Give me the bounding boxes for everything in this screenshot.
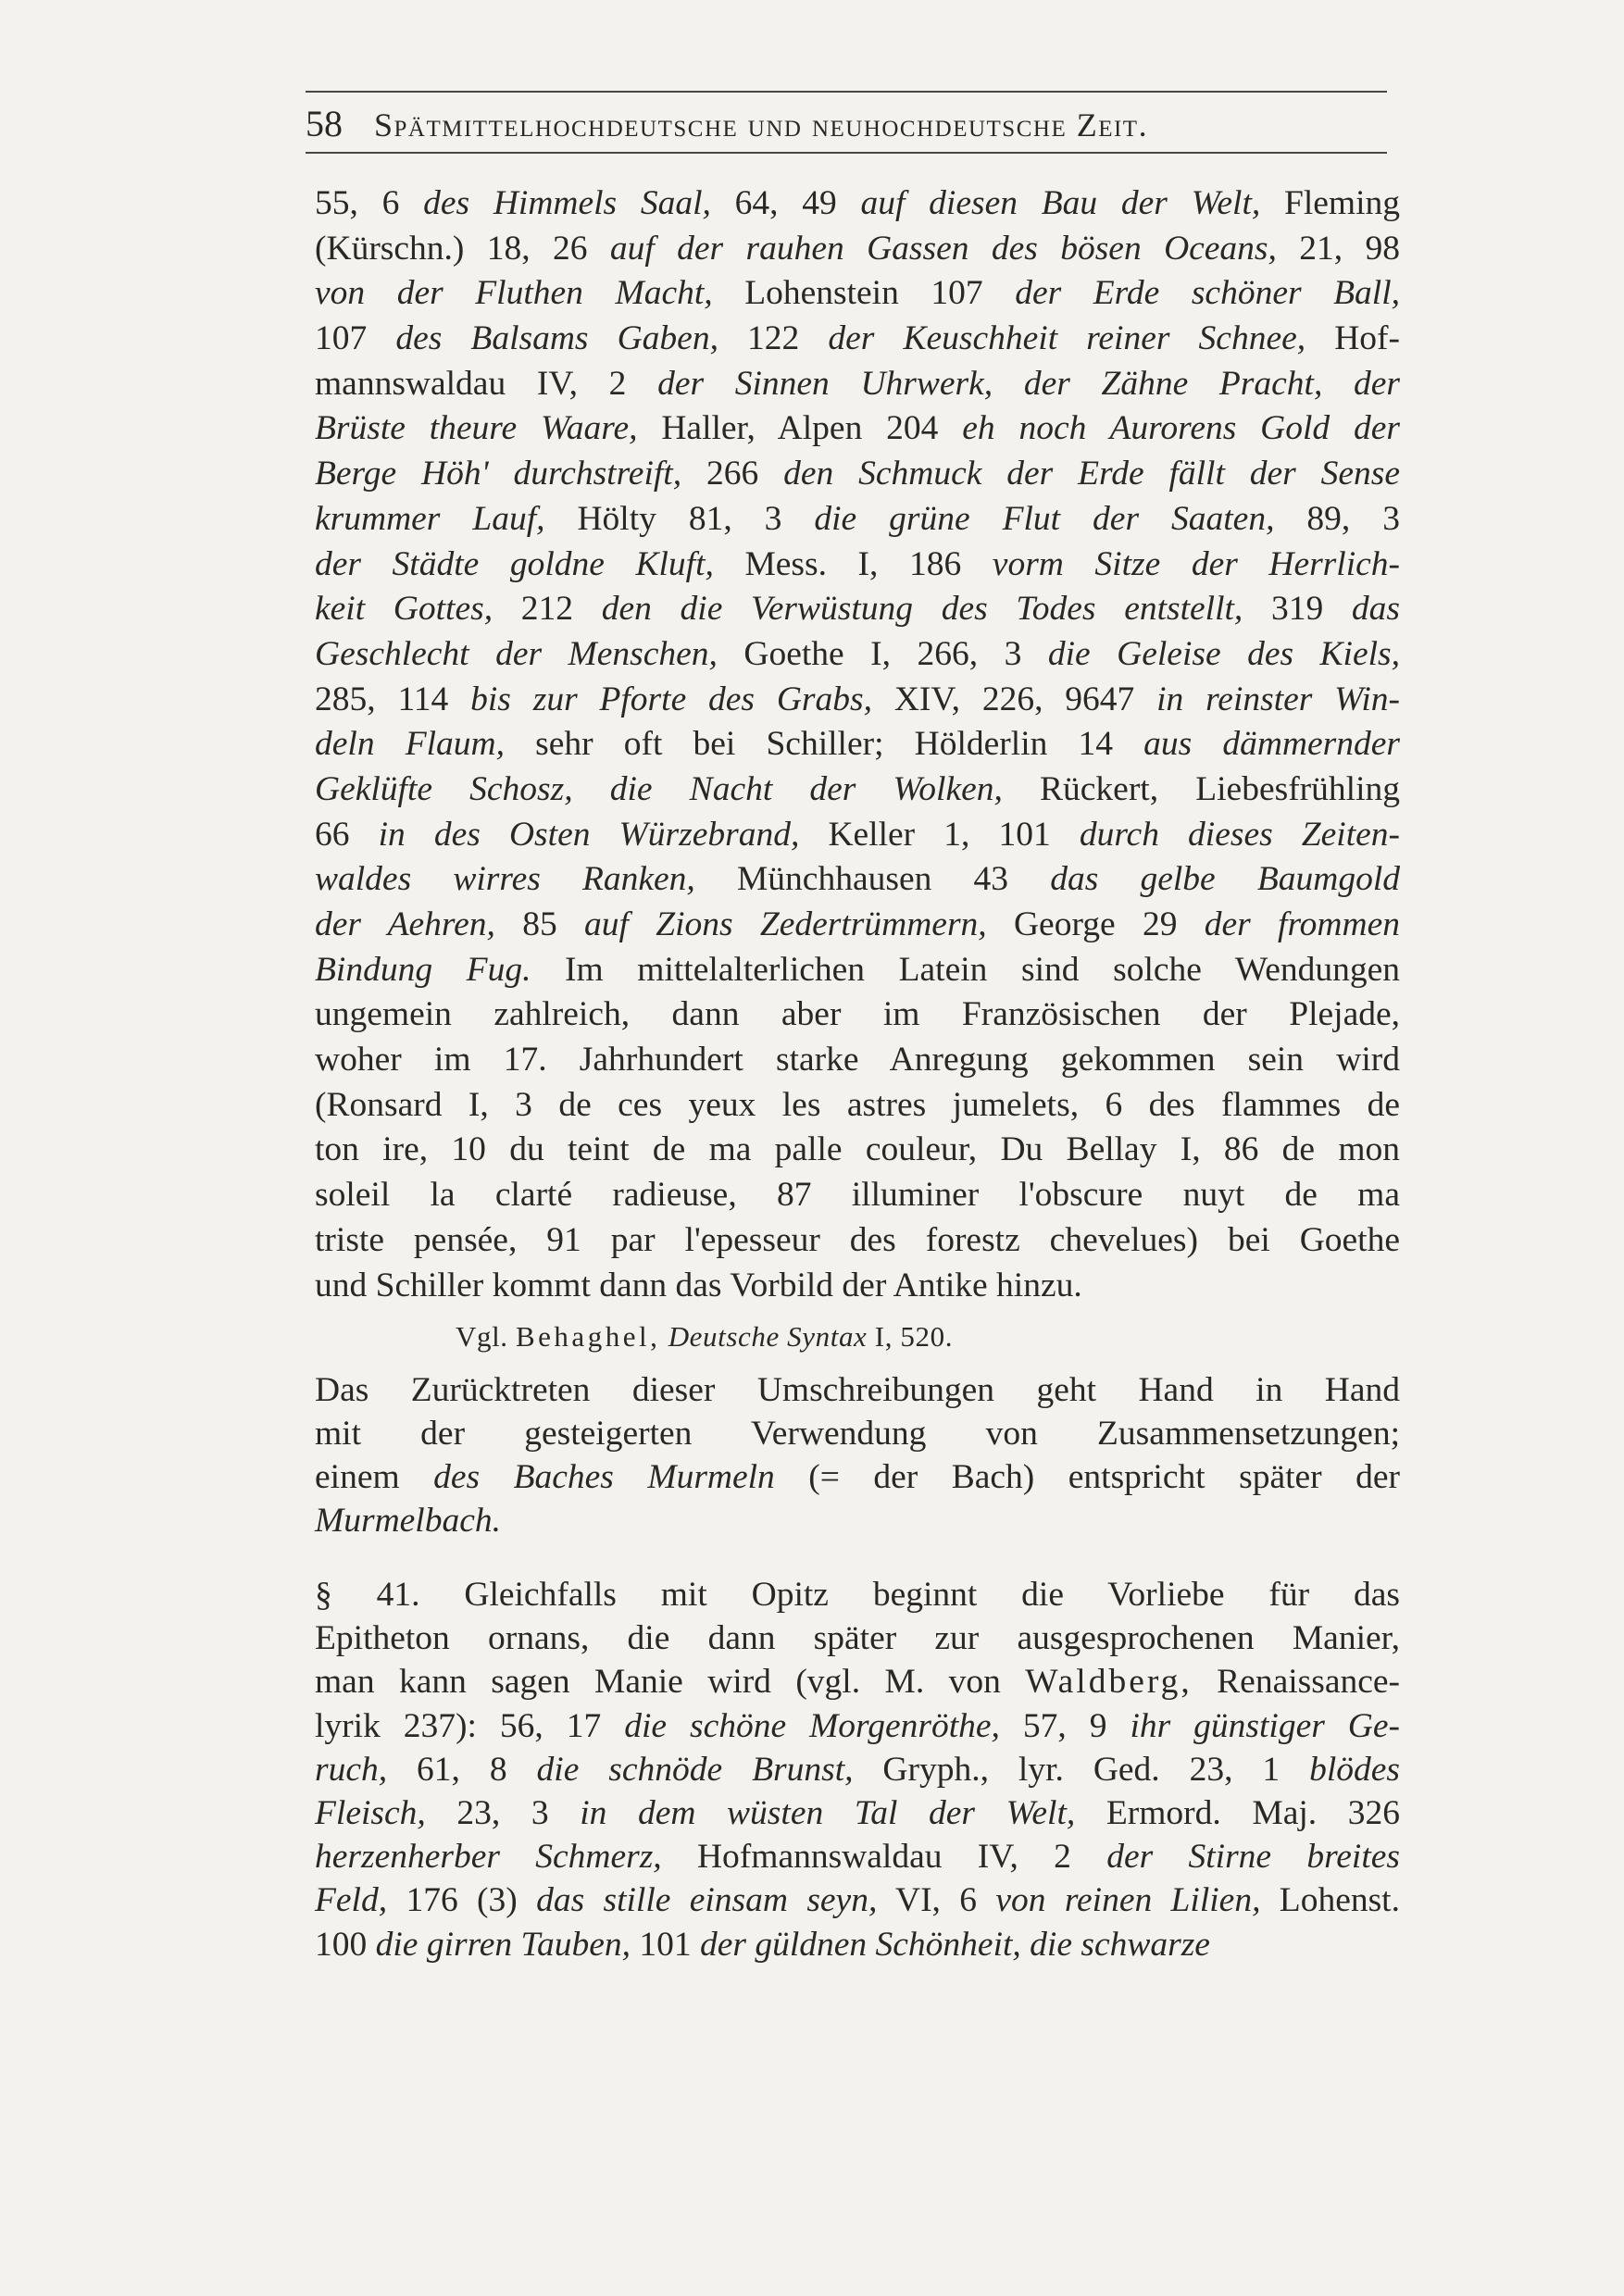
text-run: Lohenstein 107 — [712, 274, 1016, 313]
italic-text: das gelbe Baumgold — [1050, 860, 1400, 899]
italic-text: die grüne Flut der Saaten, — [814, 499, 1275, 538]
text-run: Fleming — [1260, 184, 1400, 222]
text-line — [315, 678, 1400, 723]
italic-text: Fleisch, — [315, 1793, 426, 1832]
italic-text: eh noch Aurorens Gold der — [962, 409, 1400, 448]
text-line — [315, 227, 1400, 272]
italic-text: keit Gottes, — [315, 590, 493, 629]
text-run: 64, 49 — [710, 184, 861, 222]
text-run: Hof- — [1305, 319, 1401, 358]
italic-text: der Aehren, — [315, 905, 495, 943]
text-run: 266 — [681, 455, 784, 493]
italic-text: der Städte goldne Kluft, — [315, 544, 714, 583]
text-run — [660, 1320, 668, 1353]
text-line — [315, 1412, 1400, 1455]
text-line — [315, 1660, 1400, 1703]
italic-text: Geklüfte Schosz, die Nacht der Wolken, — [315, 769, 1003, 808]
text-line — [315, 903, 1400, 948]
text-run: Hofmannswaldau IV, 2 — [661, 1838, 1107, 1877]
text-line — [315, 543, 1400, 588]
italic-text: vorm Sitze der Herrlich- — [992, 544, 1400, 583]
text-run: Hölty 81, 3 — [544, 499, 815, 538]
italic-text: auf Zions Zedertrümmern, — [584, 905, 987, 943]
text-line — [315, 406, 1400, 452]
text-line — [315, 1499, 1400, 1542]
text-run: 61, 8 — [387, 1750, 537, 1789]
text-line — [315, 1878, 1400, 1922]
text-line — [315, 1616, 1400, 1660]
text-run: 66 — [315, 815, 379, 854]
italic-text: durch dieses Zeiten- — [1079, 815, 1401, 854]
text-line — [315, 1748, 1400, 1791]
reference-note — [456, 1320, 953, 1354]
text-run: woher im 17. Jahrhundert starke Anregung gekommen sein wird — [315, 1041, 1400, 1079]
text-run: § 41. Gleichfalls mit Opitz beginnt die Vorliebe für das — [315, 1576, 1400, 1614]
italic-text: des Himmels Saal, — [423, 184, 711, 222]
text-run: triste pensée, 91 par l'epesseur des forestz chevelues) bei Goethe — [315, 1220, 1400, 1259]
italic-text: in dem wüsten Tal der Welt, — [580, 1793, 1076, 1832]
text-line — [315, 1173, 1400, 1218]
text-run: Das Zurücktreten dieser Umschreibungen geht Hand in Hand — [315, 1371, 1400, 1409]
text-run: einem — [315, 1458, 434, 1496]
text-run: 55, 6 — [315, 184, 424, 222]
text-run: mit der gesteigerten Verwendung von Zusammensetzungen; — [315, 1415, 1400, 1453]
text-run: VI, 6 — [877, 1881, 996, 1920]
text-line — [315, 722, 1400, 767]
text-line — [315, 1704, 1400, 1748]
text-line — [315, 1083, 1400, 1129]
header-rule-top — [306, 91, 1387, 93]
italic-text: der Stirne breites — [1106, 1838, 1401, 1877]
text-line — [315, 271, 1400, 317]
text-line — [315, 1923, 1400, 1966]
text-line — [315, 587, 1400, 632]
text-run: Lohenst. — [1260, 1881, 1400, 1920]
italic-text: den Schmuck der Erde fällt der Sense — [783, 455, 1400, 493]
italic-text: Feld, — [315, 1881, 388, 1920]
text-line — [315, 1835, 1400, 1878]
italic-text: herzenherber Schmerz, — [315, 1838, 662, 1877]
italic-text: der frommen — [1204, 905, 1400, 943]
italic-text: das stille einsam seyn, — [536, 1881, 878, 1920]
italic-text: Berge Höh' durchstreift, — [315, 455, 682, 493]
text-run: sehr oft bei Schiller; Hölderlin 14 — [504, 725, 1144, 764]
text-run: Rückert, Liebesfrühling — [1002, 769, 1401, 808]
page-number: 58 — [306, 103, 343, 144]
text-run: Goethe I, 266, 3 — [717, 634, 1048, 673]
text-run: XIV, 226, 9647 — [872, 680, 1157, 718]
text-line — [315, 1791, 1400, 1835]
paragraph-compounds — [315, 1368, 1400, 1542]
italic-text: die schöne Morgenröthe, — [624, 1706, 1000, 1745]
text-line — [315, 181, 1400, 227]
text-run: George 29 — [986, 905, 1205, 943]
italic-text: Brüste theure Waare, — [315, 409, 638, 448]
italic-text: von reinen Lilien, — [995, 1881, 1261, 1920]
text-run: ungemein zahlreich, dann aber im Französischen der Plejade, — [315, 995, 1400, 1034]
text-run: 212 — [493, 590, 602, 629]
text-line — [315, 1455, 1400, 1499]
text-run: 23, 3 — [425, 1793, 581, 1832]
italic-text: von der Fluthen Macht, — [315, 274, 713, 313]
text-run: 89, 3 — [1274, 499, 1400, 538]
header-rule-bottom — [306, 152, 1387, 154]
text-line — [315, 362, 1400, 407]
text-run: Mess. I, 186 — [713, 544, 993, 583]
text-line — [315, 632, 1400, 678]
italic-text: auf der rauhen Gassen des bösen Oceans, — [609, 229, 1277, 268]
text-run: 107 — [315, 319, 396, 358]
text-run: Epitheton ornans, die dann später zur ausgesprochenen Manier, — [315, 1619, 1400, 1658]
italic-text: in des Osten Würzebrand, — [378, 815, 800, 854]
italic-text: ruch, — [315, 1750, 388, 1789]
text-line — [315, 1573, 1400, 1616]
text-line — [315, 813, 1400, 858]
italic-text: aus dämmernder — [1143, 725, 1400, 764]
text-run: (= der Bach) entspricht später der — [774, 1458, 1400, 1496]
text-run: Waldberg, — [1025, 1663, 1193, 1702]
text-line — [315, 767, 1400, 813]
paragraph-section-41 — [315, 1573, 1400, 1966]
text-run: Gryph., lyr. Ged. 23, 1 — [853, 1750, 1310, 1789]
text-run: ton ire, 10 du teint de ma palle couleur, Du Bellay I, 86 de mon — [315, 1130, 1400, 1169]
text-run: Keller 1, 101 — [799, 815, 1080, 854]
text-run: 319 — [1243, 590, 1352, 629]
text-run: man kann sagen Manie wird (vgl. M. von — [315, 1663, 1026, 1702]
text-run: 176 (3) — [387, 1881, 537, 1920]
italic-text: waldes wirres Ranken, — [315, 860, 695, 899]
text-line — [315, 1128, 1400, 1173]
text-run: 100 — [315, 1925, 376, 1964]
italic-text: die schnöde Brunst, — [536, 1750, 854, 1789]
italic-text: des Balsams Gaben, — [395, 319, 718, 358]
text-run: und Schiller kommt dann das Vorbild der Antike hinzu. — [315, 1266, 1082, 1304]
italic-text: blödes — [1309, 1750, 1401, 1789]
text-run: 85 — [494, 905, 584, 943]
italic-text: auf diesen Bau der Welt, — [860, 184, 1261, 222]
text-line — [315, 1038, 1400, 1083]
text-line — [315, 857, 1400, 903]
text-line — [315, 948, 1400, 993]
italic-text: der Erde schöner Ball, — [1015, 274, 1400, 313]
text-line — [315, 1368, 1400, 1412]
italic-text: die Geleise des Kiels, — [1047, 634, 1401, 673]
italic-text: der güldnen Schönheit, die schwarze — [699, 1925, 1210, 1964]
italic-text: bis zur Pforte des Grabs, — [470, 680, 872, 718]
italic-text: in reinster Win- — [1156, 680, 1401, 718]
text-line — [315, 992, 1400, 1038]
text-run: Münchhausen 43 — [694, 860, 1051, 899]
text-run: 21, 98 — [1276, 229, 1400, 268]
text-run: 101 — [630, 1925, 700, 1964]
italic-text: Deutsche Syntax — [668, 1320, 868, 1353]
text-run: (Ronsard I, 3 de ces yeux les astres jumelets, 6 des flammes de — [315, 1085, 1400, 1124]
text-line — [315, 317, 1400, 362]
running-head-title: Spätmittelhochdeutsche und neuhochdeutsche Zeit. — [374, 106, 1149, 144]
text-run: 122 — [718, 319, 829, 358]
italic-text: krummer Lauf, — [315, 499, 545, 538]
italic-text: ihr günstiger Ge- — [1130, 1706, 1401, 1745]
text-run: 285, 114 — [315, 680, 471, 718]
text-run: Vgl. — [456, 1320, 516, 1353]
text-run: 57, 9 — [999, 1706, 1131, 1745]
text-run: Haller, Alpen 204 — [637, 409, 963, 448]
italic-text: das — [1351, 590, 1400, 629]
text-run: (Kürschn.) 18, 26 — [315, 229, 610, 268]
text-run: I, 520. — [867, 1320, 954, 1353]
text-line — [315, 497, 1400, 543]
italic-text: der Sinnen Uhrwerk, der Zähne Pracht, der — [657, 364, 1400, 403]
running-head — [306, 102, 1387, 148]
italic-text: deln Flaum, — [315, 725, 505, 764]
italic-text: Bindung Fug. — [315, 950, 531, 989]
italic-text: Murmelbach. — [315, 1502, 501, 1540]
italic-text: der Keuschheit reiner Schnee, — [828, 319, 1306, 358]
italic-text: die girren Tauben, — [375, 1925, 631, 1964]
text-run: lyrik 237): 56, 17 — [315, 1706, 625, 1745]
text-line — [315, 452, 1400, 497]
italic-text: Geschlecht der Menschen, — [315, 634, 718, 673]
italic-text: den die Verwüstung des Todes entstellt, — [601, 590, 1243, 629]
paragraph-examples — [315, 181, 1400, 1308]
text-run: soleil la clarté radieuse, 87 illuminer l'obscure nuyt de ma — [315, 1176, 1400, 1215]
text-run: Im mittelalterlichen Latein sind solche Wendungen — [531, 950, 1400, 989]
text-run: Renaissance- — [1192, 1663, 1400, 1702]
text-run: mannswaldau IV, 2 — [315, 364, 658, 403]
text-run: Behaghel, — [516, 1320, 661, 1353]
italic-text: des Baches Murmeln — [433, 1458, 775, 1496]
text-run: Ermord. Maj. 326 — [1075, 1793, 1401, 1832]
text-line — [315, 1264, 1400, 1309]
text-line — [315, 1218, 1400, 1264]
